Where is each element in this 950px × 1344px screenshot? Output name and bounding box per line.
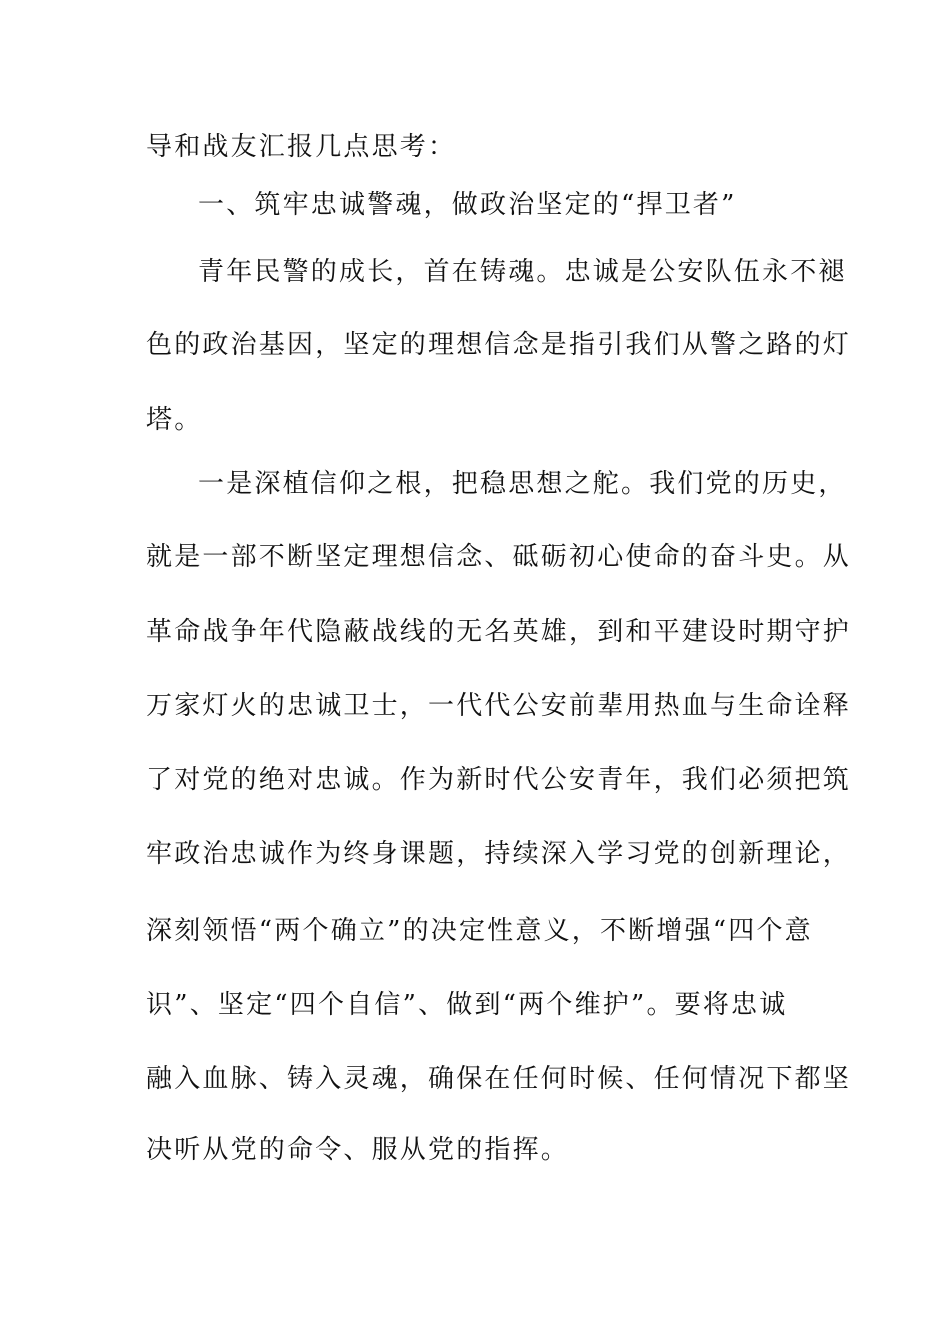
paragraph-line: 识”、坚定“四个自信”、做到“两个维护”。要将忠诚	[146, 990, 788, 1020]
paragraph-line: 了对党的绝对忠诚。作为新时代公安青年，我们必须把筑	[146, 765, 852, 795]
section-heading: 一、筑牢忠诚警魂，做政治坚定的“捍卫者”	[198, 190, 737, 220]
text-line-continuation: 导和战友汇报几点思考：	[146, 132, 457, 162]
paragraph-line: 万家灯火的忠诚卫士，一代代公安前辈用热血与生命诠释	[146, 691, 852, 721]
paragraph-line: 决听从党的命令、服从党的指挥。	[146, 1135, 570, 1165]
paragraph-line: 就是一部不断坚定理想信念、砥砺初心使命的奋斗史。从	[146, 542, 852, 572]
paragraph-line: 青年民警的成长，首在铸魂。忠诚是公安队伍永不褪	[198, 257, 847, 287]
paragraph-line: 牢政治忠诚作为终身课题，持续深入学习党的创新理论，	[146, 839, 852, 869]
paragraph-line: 色的政治基因，坚定的理想信念是指引我们从警之路的灯	[146, 330, 852, 360]
paragraph-line: 革命战争年代隐蔽战线的无名英雄，到和平建设时期守护	[146, 617, 852, 647]
paragraph-line: 深刻领悟“两个确立”的决定性意义，不断增强“四个意	[146, 916, 813, 946]
paragraph-line: 融入血脉、铸入灵魂，确保在任何时候、任何情况下都坚	[146, 1064, 852, 1094]
paragraph-line: 一是深植信仰之根，把稳思想之舵。我们党的历史，	[198, 469, 847, 499]
paragraph-line: 塔。	[146, 405, 203, 435]
